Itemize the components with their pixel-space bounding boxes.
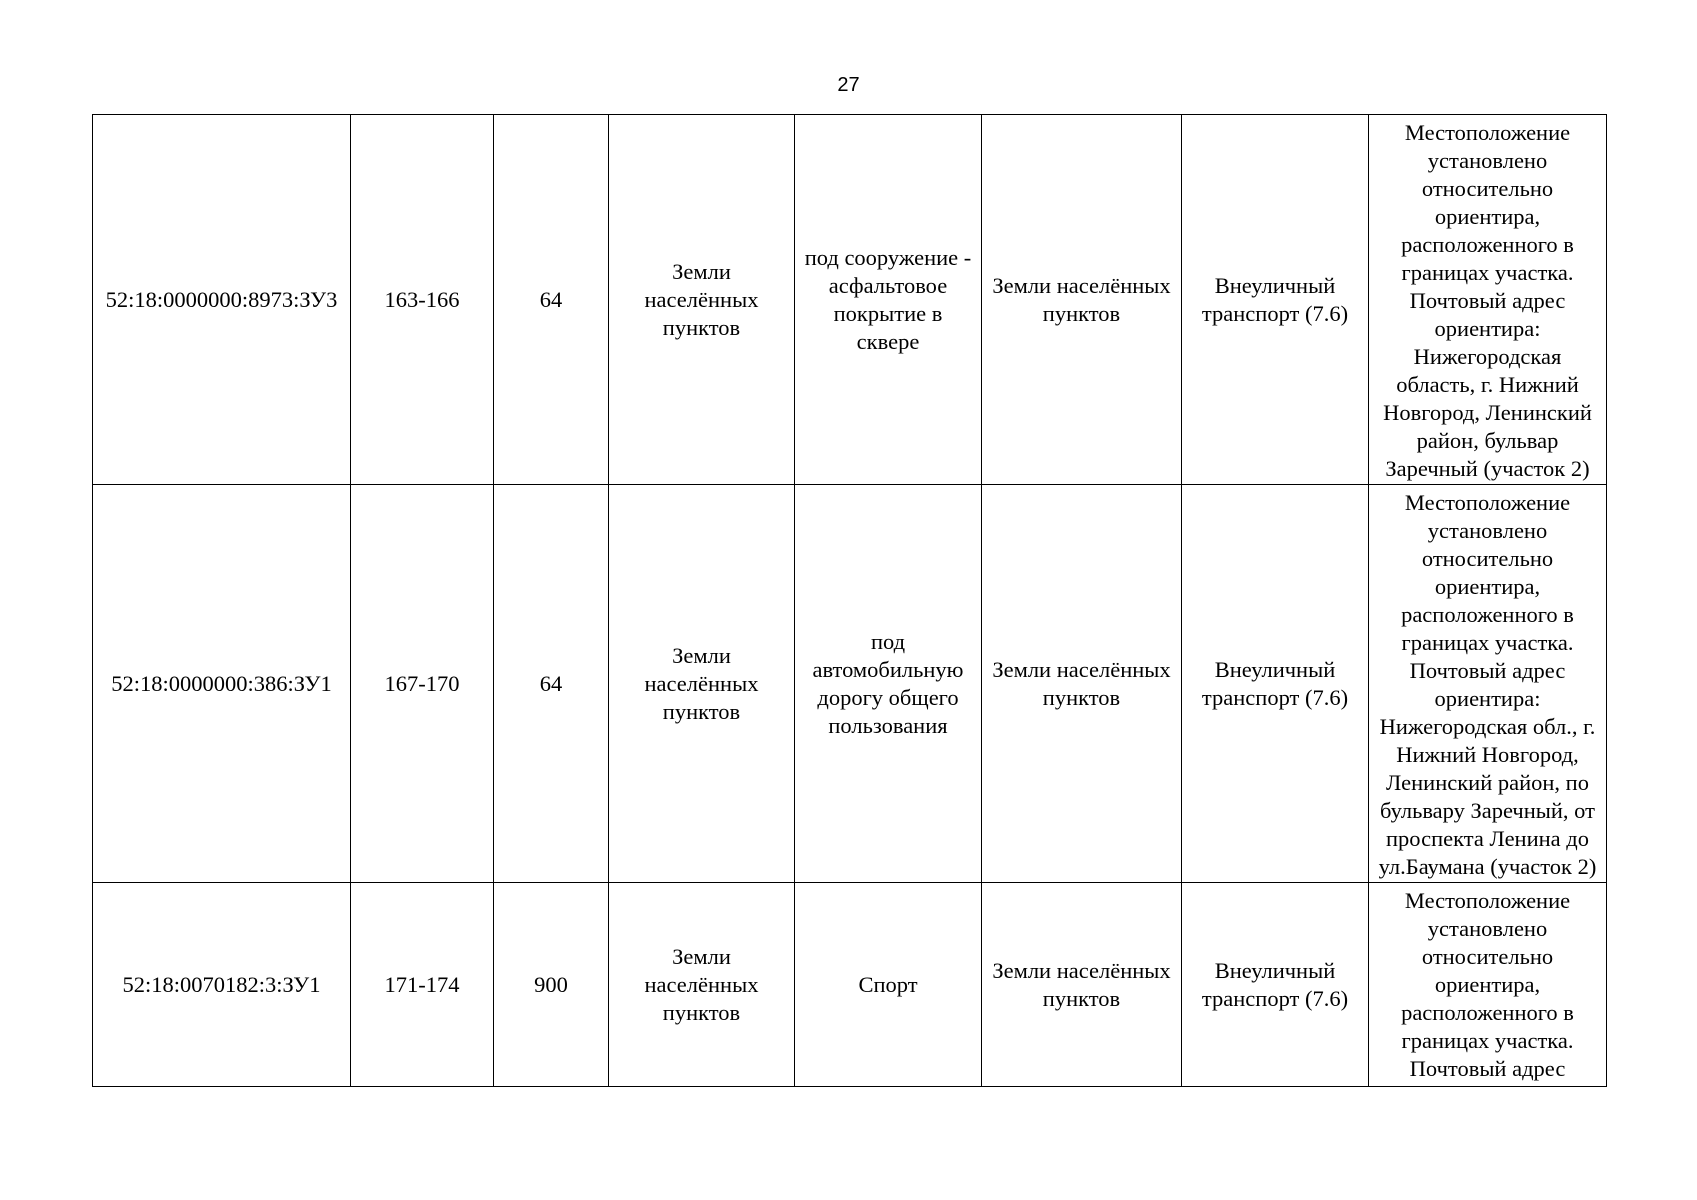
cadastral-number-cell: 52:18:0000000:8973:ЗУ3 <box>93 115 351 485</box>
table-row <box>93 883 1607 1087</box>
cadastral-number-cell: 52:18:0000000:386:ЗУ1 <box>93 485 351 883</box>
permitted-use-cell: под автомобильную дорогу общего пользования <box>795 485 982 883</box>
permitted-use-cell: Спорт <box>795 883 982 1087</box>
territorial-zone-cell: Земли населённых пунктов <box>982 485 1182 883</box>
table-row <box>93 485 1607 883</box>
land-category-cell: Земли населённых пунктов <box>609 485 795 883</box>
territorial-zone-cell: Земли населённых пунктов <box>982 883 1182 1087</box>
table-row <box>93 115 1607 485</box>
boundary-points-cell: 167-170 <box>351 485 494 883</box>
land-category-cell: Земли населённых пунктов <box>609 115 795 485</box>
area-cell: 64 <box>494 115 609 485</box>
use-type-cell: Внеуличный транспорт (7.6) <box>1182 115 1369 485</box>
cadastral-number-cell: 52:18:0070182:3:ЗУ1 <box>93 883 351 1087</box>
land-category-cell: Земли населённых пунктов <box>609 883 795 1087</box>
page-number: 27 <box>837 74 860 96</box>
use-type-cell: Внеуличный транспорт (7.6) <box>1182 883 1369 1087</box>
area-cell: 900 <box>494 883 609 1087</box>
permitted-use-cell: под сооружение - асфальтовое покрытие в сквере <box>795 115 982 485</box>
area-cell: 64 <box>494 485 609 883</box>
boundary-points-cell: 163-166 <box>351 115 494 485</box>
land-plots-table <box>92 114 1607 1087</box>
boundary-points-cell: 171-174 <box>351 883 494 1087</box>
territorial-zone-cell: Земли населённых пунктов <box>982 115 1182 485</box>
address-cell: Местоположение установлено относительно ориентира, расположенного в границах участка. Почтовый адрес ориентира: Нижегородская область, г. Нижний Новгород, Ленинский район, бульвар Заречный (участок 2) <box>1369 115 1607 485</box>
address-cell: Местоположение установлено относительно ориентира, расположенного в границах участка. Почтовый адрес <box>1369 883 1607 1087</box>
address-cell: Местоположение установлено относительно ориентира, расположенного в границах участка. Почтовый адрес ориентира: Нижегородская обл., г. Нижний Новгород, Ленинский район, по бульвару Заречный, от проспекта Ленина до ул.Баумана (участок 2) <box>1369 485 1607 883</box>
use-type-cell: Внеуличный транспорт (7.6) <box>1182 485 1369 883</box>
